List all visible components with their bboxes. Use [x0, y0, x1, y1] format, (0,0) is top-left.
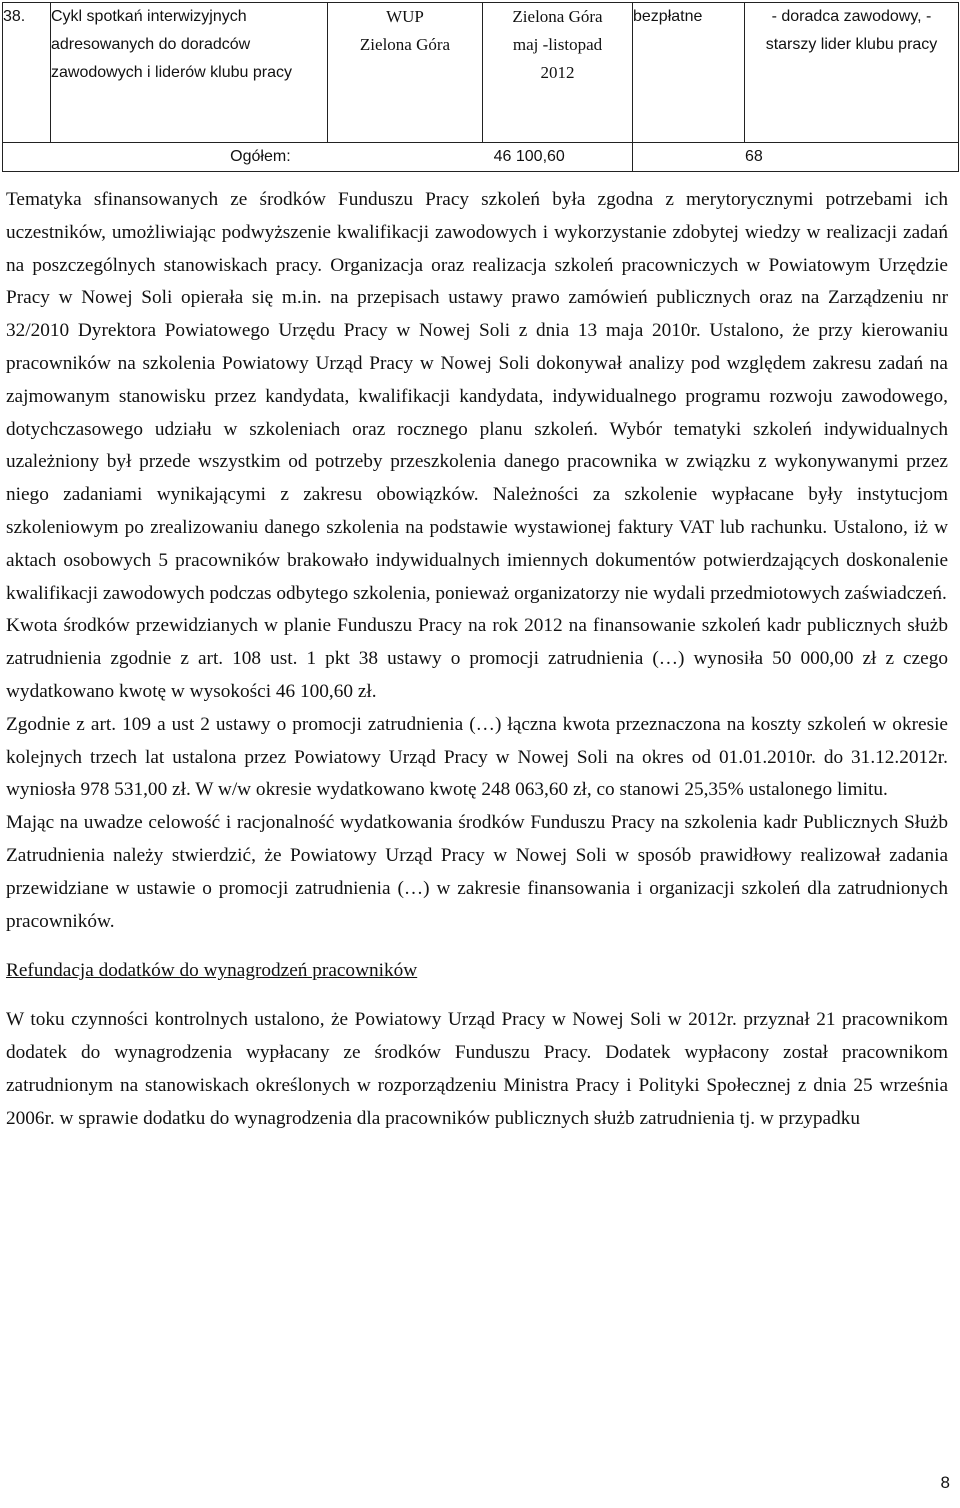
paragraph-training-funds: Kwota środków przewidzianych w planie Funduszu Pracy na rok 2012 na finansowanie szkoleń kadr publicznych służb zatrudnienia zgodnie z art. 108 ust. 1 pkt 38 ustawy o promocji zatrudnienia (…) wynosiła 50 000,00 zł z czego wydatkowano kwotę w wysokości 46 100,60 zł. — [6, 615, 948, 702]
paragraph-training-limit: Zgodnie z art. 109 a ust 2 ustawy o promocji zatrudnienia (…) łączna kwota przeznaczona na koszty szkoleń w okresie kolejnych trzech lat ustalona przez Powiatowy Urząd Pracy w Nowej Soli na okres od 01.01.2010r. do 31.12.2012r. wyniosła 978 531,00 zł. W w/w okresie wydatkowano kwotę 248 063,60 zł, co stanowi 25,35% ustalonego limitu. — [6, 713, 948, 801]
paragraph-conclusion: Mając na uwadze celowość i racjonalność wydatkowania środków Funduszu Pracy na szkolenia kadr Publicznych Służb Zatrudnienia należy stwierdzić, że Powiatowy Urząd Pracy w Nowej Soli w sposób prawidłowy realizował zadania przewidziane w ustawie o promocji zatrudnienia (…) w zakresie finansowania i organizacji szkoleń dla zatrudnionych pracowników. — [6, 812, 948, 932]
table-row — [3, 3, 959, 143]
page-number: 8 — [940, 1473, 950, 1492]
paragraph-allowance: W toku czynności kontrolnych ustalono, że Powiatowy Urząd Pracy w Nowej Soli w 2012r. przyznał 21 pracownikom dodatek do wynagrodzenia wypłacany ze środków Funduszu Pracy. Dodatek wypłacony został pracownikom zatrudnionym na stanowiskach określonych w rozporządzeniu Ministra Pracy i Polityki Społecznej z dnia 25 września 2006r. w sprawie dodatku do wynagrodzenia dla pracowników publicznych służb zatrudnienia tj. w przypadku — [6, 1009, 948, 1129]
training-title: Cykl spotkań interwizyjnych adresowanych do doradców zawodowych i liderów klubu pracy — [51, 3, 328, 143]
training-place-date: Zielona Góra maj -listopad 2012 — [483, 3, 633, 143]
training-table — [2, 2, 959, 172]
total-label: Ogółem: — [230, 148, 291, 165]
table-total-row — [3, 143, 959, 172]
training-fee: bezpłatne — [633, 3, 745, 143]
row-number: 38. — [3, 3, 51, 143]
section-heading: Refundacja dodatków do wynagrodzeń pracowników — [6, 960, 418, 982]
paragraph-training-scope: Tematyka sfinansowanych ze środków Funduszu Pracy szkoleń była zgodna z merytorycznymi potrzebami ich uczestników, umożliwiając podwyższenie kwalifikacji zawodowych i wykorzystanie zdobytej wiedzy w realizacji zadań na poszczególnych stanowiskach pracy. Organizacja oraz realizacja szkoleń pracowniczych w Powiatowym Urzędzie Pracy w Nowej Soli opierała się m.in. na przepisach ustawy prawo zamówień publicznych oraz na Zarządzeniu nr 32/2010 Dyrektora Powiatowego Urzędu Pracy w Nowej Soli z dnia 13 maja 2010r. Ustalono, że przy kierowaniu pracowników na szkolenia Powiatowy Urząd Pracy w Nowej Soli dokonywał analizy pod względem zakresu zadań na zajmowanym stanowisku przez kandydata, kwalifikacji kandydata, indywidualnego programu rozwoju zawodowego, dotychczasowego udziału w szkoleniach oraz rocznego planu szkoleń. Wybór tematyki szkoleń indywidualnych uzależniony był przede wszystkim od potrzeby przeszkolenia danego pracownika w związku z wykonywanymi przez niego zadaniami wynikającymi z zakresu obowiązków. Należności za szkolenie wypłacane były instytucjom szkoleniowym po zrealizowaniu danego szkolenia na podstawie wystawionej faktury VAT lub rachunku. Ustalono, iż w aktach osobowych 5 pracowników brakowało indywidualnych imiennych dokumentów potwierdzających doskonalenie kwalifikacji zawodowych podczas odbytego szkolenia, ponieważ organizatorzy nie wydali przedmiotowych zaświadczeń. — [6, 189, 948, 604]
report-body — [6, 184, 948, 1135]
total-count: 68 — [745, 148, 763, 165]
training-organizer: WUP Zielona Góra — [328, 3, 483, 143]
total-amount: 46 100,60 — [493, 148, 565, 165]
training-target-group: - doradca zawodowy, - starszy lider klubu pracy — [745, 3, 959, 143]
